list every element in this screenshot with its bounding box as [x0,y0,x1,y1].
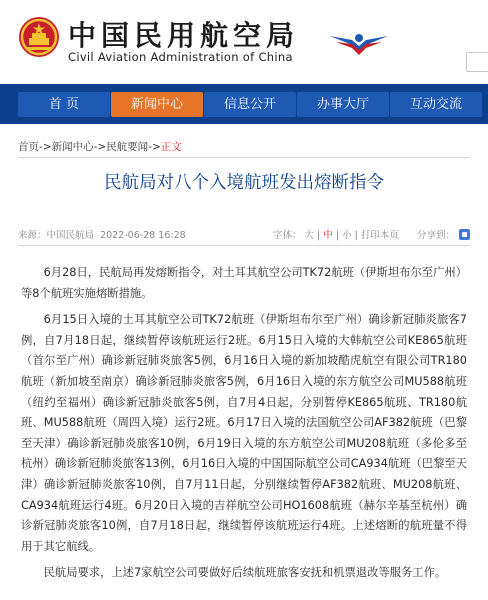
nav-item-news-center[interactable]: 新闻中心 [111,92,203,117]
separator: | [335,230,340,241]
breadcrumb-separator: -> [148,141,161,153]
search-input[interactable] [466,52,488,72]
article-paragraph: 6月28日，民航局再发熔断指令，对土耳其航空公司TK72航班（伊斯坦布尔至广州）等8个航班实施熔断措施。 [21,266,467,300]
site-header [0,0,488,84]
share-icon[interactable] [459,229,470,240]
national-emblem-icon[interactable] [18,16,60,58]
separator: | [317,230,321,241]
separator: | [354,230,358,241]
breadcrumb-civil-aviation-news[interactable]: 民航要闻 [106,141,149,153]
nav-item-info-disclosure[interactable]: 信息公开 [204,92,296,117]
font-size-medium-button[interactable]: 中 [323,230,333,241]
source-label: 来源： [18,230,47,241]
site-title-cn[interactable]: 中国民用航空局 [68,19,300,52]
article-title: 民航局对八个入境航班发出熔断指令 [104,173,384,193]
breadcrumb-news-center[interactable]: 新闻中心 [51,141,94,153]
share-label: 分享到： [416,230,455,241]
breadcrumb [18,139,182,154]
nav-item-service-hall[interactable]: 办事大厅 [297,92,389,117]
breadcrumb-separator: -> [39,141,52,153]
article-paragraph: 民航局要求，上述7家航空公司要做好后续航班旅客安抚和机票退改等服务工作。 [43,566,447,580]
breadcrumb-home[interactable]: 首页 [18,141,39,153]
font-size-small-button[interactable]: 小 [342,230,352,241]
source-value: 中国民航局 [46,230,95,241]
site-title-en: Civil Aviation Administration of China [68,50,293,64]
publish-date: 2022-06-28 16:28 [100,230,186,241]
article-paragraph: 6月15日入境的土耳其航空公司TK72航班（伊斯坦布尔至广州）确诊新冠肺炎旅客7例，自7月18日起，继续暂停该航班运行2班。6月15日入境的大韩航空公司KE865航班（首尔至广州）确诊新冠肺炎旅客5例，6月16日入境的新加坡酷虎航空有限公司TR180航班（新加坡至南京）确诊新冠肺炎旅客5例，6月16日入境的东方航空公司MU588航班（纽约至福州）确诊新冠肺炎旅客5例，自7月4日起，分别暂停KE865航班、TR180航班、MU588航班（周四入境）运行2班。6月17日入境的法国航空公司AF382航班（巴黎至天津）确诊新冠肺炎旅客10例，6月19日入境的东方航空公司MU208航班（多伦多至杭州）确诊新冠肺炎旅客13例，6月16日入境的中国国际航空公司CA934航班（巴黎至天津）确诊新冠肺炎旅客10例，自7月11日起，分别继续暂停AF382航班、MU208航班、CA934航班运行4班。6月20日入境的吉祥航空公司HO1608航班（赫尔辛基至杭州）确诊新冠肺炎旅客10例，自7月18日起，继续暂停该航班运行4班。上述熔断的航班量不得用于其它航线。 [21,313,467,553]
article-body [21,263,467,590]
divider [18,245,470,246]
font-size-label: 字体： [272,230,302,241]
nav-item-interaction[interactable]: 互动交流 [390,92,482,117]
print-page-button[interactable]: 打印本页 [360,230,399,241]
main-nav [0,84,488,124]
breadcrumb-current: 正文 [160,141,182,153]
font-size-large-button[interactable]: 大 [304,230,315,241]
breadcrumb-separator: -> [93,141,107,153]
caac-wings-logo-icon [328,26,390,60]
divider [18,157,470,158]
article-meta [18,227,470,243]
nav-item-home[interactable]: 首 页 [18,92,110,117]
